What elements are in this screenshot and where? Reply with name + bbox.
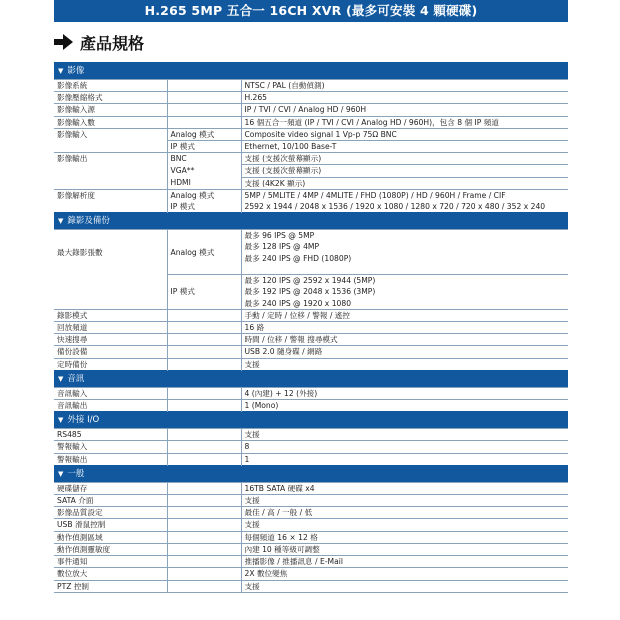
spec-key: 影像解析度 [54, 189, 167, 201]
spec-row [54, 429, 568, 441]
spec-sub: IP 模式 [167, 201, 241, 213]
spec-value: 支援 [241, 495, 568, 507]
spec-value: 16 路 [241, 322, 568, 334]
spec-key: PTZ 控制 [54, 580, 167, 592]
section-audio [54, 370, 568, 387]
spec-sub: BNC [167, 153, 241, 165]
spec-value: H.265 [241, 92, 568, 104]
spec-row [54, 568, 568, 580]
spec-key: 影像輸出 [54, 153, 167, 165]
spec-row [54, 556, 568, 568]
spec-value: 最佳 / 高 / 一般 / 低 [241, 507, 568, 519]
spec-row [54, 346, 568, 358]
spec-value: 時間 / 位移 / 警報 搜尋模式 [241, 334, 568, 346]
spec-row [54, 441, 568, 453]
page-title: 產品規格 [80, 33, 145, 53]
section-title: 外接 I/O [67, 415, 100, 426]
spec-value: 16 個五合一頻道 (IP / TVI / CVI / Analog HD / 960H)，包含 8 個 IP 頻道 [241, 116, 568, 128]
spec-heading [54, 22, 568, 62]
spec-key: 音訊輸入 [54, 387, 167, 399]
triangle-down-icon: ▼ [58, 217, 64, 226]
spec-value: 內建 10 種等級可調整 [241, 543, 568, 555]
triangle-down-icon: ▼ [58, 469, 64, 478]
spec-sub: IP 模式 [167, 275, 241, 310]
section-title: 一般 [67, 468, 85, 479]
spec-value: USB 2.0 隨身碟 / 網路 [241, 346, 568, 358]
spec-value: 支援 [241, 519, 568, 531]
section-title: 影像 [67, 66, 85, 76]
spec-sub: Analog 模式 [167, 230, 241, 275]
spec-sub: HDMI [167, 177, 241, 189]
spec-sub: VGA** [167, 165, 241, 177]
spec-key: 定時備份 [54, 358, 167, 370]
spec-key: 回放頻道 [54, 322, 167, 334]
section-record [54, 213, 568, 230]
spec-row [54, 165, 568, 177]
spec-key: 事件通知 [54, 556, 167, 568]
spec-sub: IP 模式 [167, 141, 241, 153]
spec-sub: Analog 模式 [167, 189, 241, 201]
section-title: 錄影及備份 [67, 216, 110, 227]
spec-key: 影像輸入 [54, 128, 167, 140]
spec-key: 音訊輸出 [54, 400, 167, 412]
spec-value: 1 (Mono) [241, 400, 568, 412]
spec-row [54, 358, 568, 370]
spec-key: 數位放大 [54, 568, 167, 580]
spec-value: 16TB SATA 硬碟 x4 [241, 482, 568, 494]
section-title: 音訊 [67, 373, 85, 384]
spec-row [54, 92, 568, 104]
spec-row [54, 495, 568, 507]
spec-value: 手動 / 定時 / 位移 / 警報 / 遙控 [241, 309, 568, 321]
spec-key: 影像輸入數 [54, 116, 167, 128]
spec-value: 8 [241, 441, 568, 453]
triangle-down-icon: ▼ [58, 374, 64, 383]
spec-key: 動作偵測靈敏度 [54, 543, 167, 555]
product-banner: H.265 5MP 五合一 16CH XVR (最多可安裝 4 顆硬碟) [54, 0, 568, 22]
spec-key: 動作偵測區域 [54, 531, 167, 543]
spec-row [54, 177, 568, 189]
spec-value: 支援 [241, 358, 568, 370]
spec-value: 4 (內建) + 12 (外接) [241, 387, 568, 399]
spec-value: Ethernet, 10/100 Base-T [241, 141, 568, 153]
spec-row [54, 531, 568, 543]
spec-row [54, 543, 568, 555]
spec-value: 支援 [241, 429, 568, 441]
spec-row [54, 141, 568, 153]
spec-sub: Analog 模式 [167, 128, 241, 140]
spec-row [54, 387, 568, 399]
spec-value: 支援 (支援次螢幕顯示) [241, 153, 568, 165]
right-arrow-icon [54, 34, 74, 50]
spec-value: 最多 120 IPS @ 2592 x 1944 (5MP) 最多 192 IPS @ 2048 x 1536 (3MP) 最多 240 IPS @ 1920 x 1080 [241, 275, 568, 310]
spec-row [54, 116, 568, 128]
spec-row [54, 453, 568, 465]
triangle-down-icon: ▼ [58, 67, 64, 75]
spec-key: USB 滑鼠控制 [54, 519, 167, 531]
spec-value: 最多 96 IPS @ 5MP 最多 128 IPS @ 4MP 最多 240 IPS @ FHD (1080P) [241, 230, 568, 275]
spec-value: NTSC / PAL (自動偵測) [241, 80, 568, 92]
spec-row [54, 507, 568, 519]
spec-key: 備份設備 [54, 346, 167, 358]
spec-value: IP / TVI / CVI / Analog HD / 960H [241, 104, 568, 116]
spec-row [54, 519, 568, 531]
spec-row [54, 322, 568, 334]
spec-row [54, 334, 568, 346]
spec-value: 支援 (支援次螢幕顯示) [241, 165, 568, 177]
spec-value: 支援 (4K2K 顯示) [241, 177, 568, 189]
spec-value: 1 [241, 453, 568, 465]
spec-key: 影像品質設定 [54, 507, 167, 519]
spec-row [54, 189, 568, 201]
spec-key: RS485 [54, 429, 167, 441]
spec-key: 最大錄影張數 [54, 230, 167, 275]
spec-row [54, 128, 568, 140]
triangle-down-icon: ▼ [58, 416, 64, 425]
spec-value: 2X 數位變焦 [241, 568, 568, 580]
spec-key: 快速搜尋 [54, 334, 167, 346]
spec-row [54, 482, 568, 494]
spec-value: 推播影像 / 推播訊息 / E-Mail [241, 556, 568, 568]
spec-row [54, 580, 568, 592]
spec-value: 每個頻道 16 × 12 格 [241, 531, 568, 543]
spec-row [54, 201, 568, 213]
spec-value: Composite video signal 1 Vp-p 75Ω BNC [241, 128, 568, 140]
spec-row [54, 104, 568, 116]
spec-row [54, 400, 568, 412]
spec-key: SATA 介面 [54, 495, 167, 507]
spec-row [54, 80, 568, 92]
spec-key: 警報輸出 [54, 453, 167, 465]
spec-key: 硬碟儲存 [54, 482, 167, 494]
spec-key: 影像壓縮格式 [54, 92, 167, 104]
spec-sheet [54, 0, 568, 593]
spec-value: 支援 [241, 580, 568, 592]
section-io [54, 412, 568, 429]
section-video [54, 63, 568, 80]
section-general [54, 465, 568, 482]
spec-row [54, 275, 568, 310]
spec-key: 影像系統 [54, 80, 167, 92]
spec-row [54, 309, 568, 321]
spec-key: 錄影模式 [54, 309, 167, 321]
spec-value: 5MP / 5MLITE / 4MP / 4MLITE / FHD (1080P) / HD / 960H / Frame / CIF [241, 189, 568, 201]
spec-value: 2592 x 1944 / 2048 x 1536 / 1920 x 1080 / 1280 x 720 / 720 x 480 / 352 x 240 [241, 201, 568, 213]
spec-table [54, 62, 568, 593]
spec-row [54, 153, 568, 165]
spec-key: 警報輸入 [54, 441, 167, 453]
spec-row [54, 230, 568, 275]
spec-key: 影像輸入源 [54, 104, 167, 116]
